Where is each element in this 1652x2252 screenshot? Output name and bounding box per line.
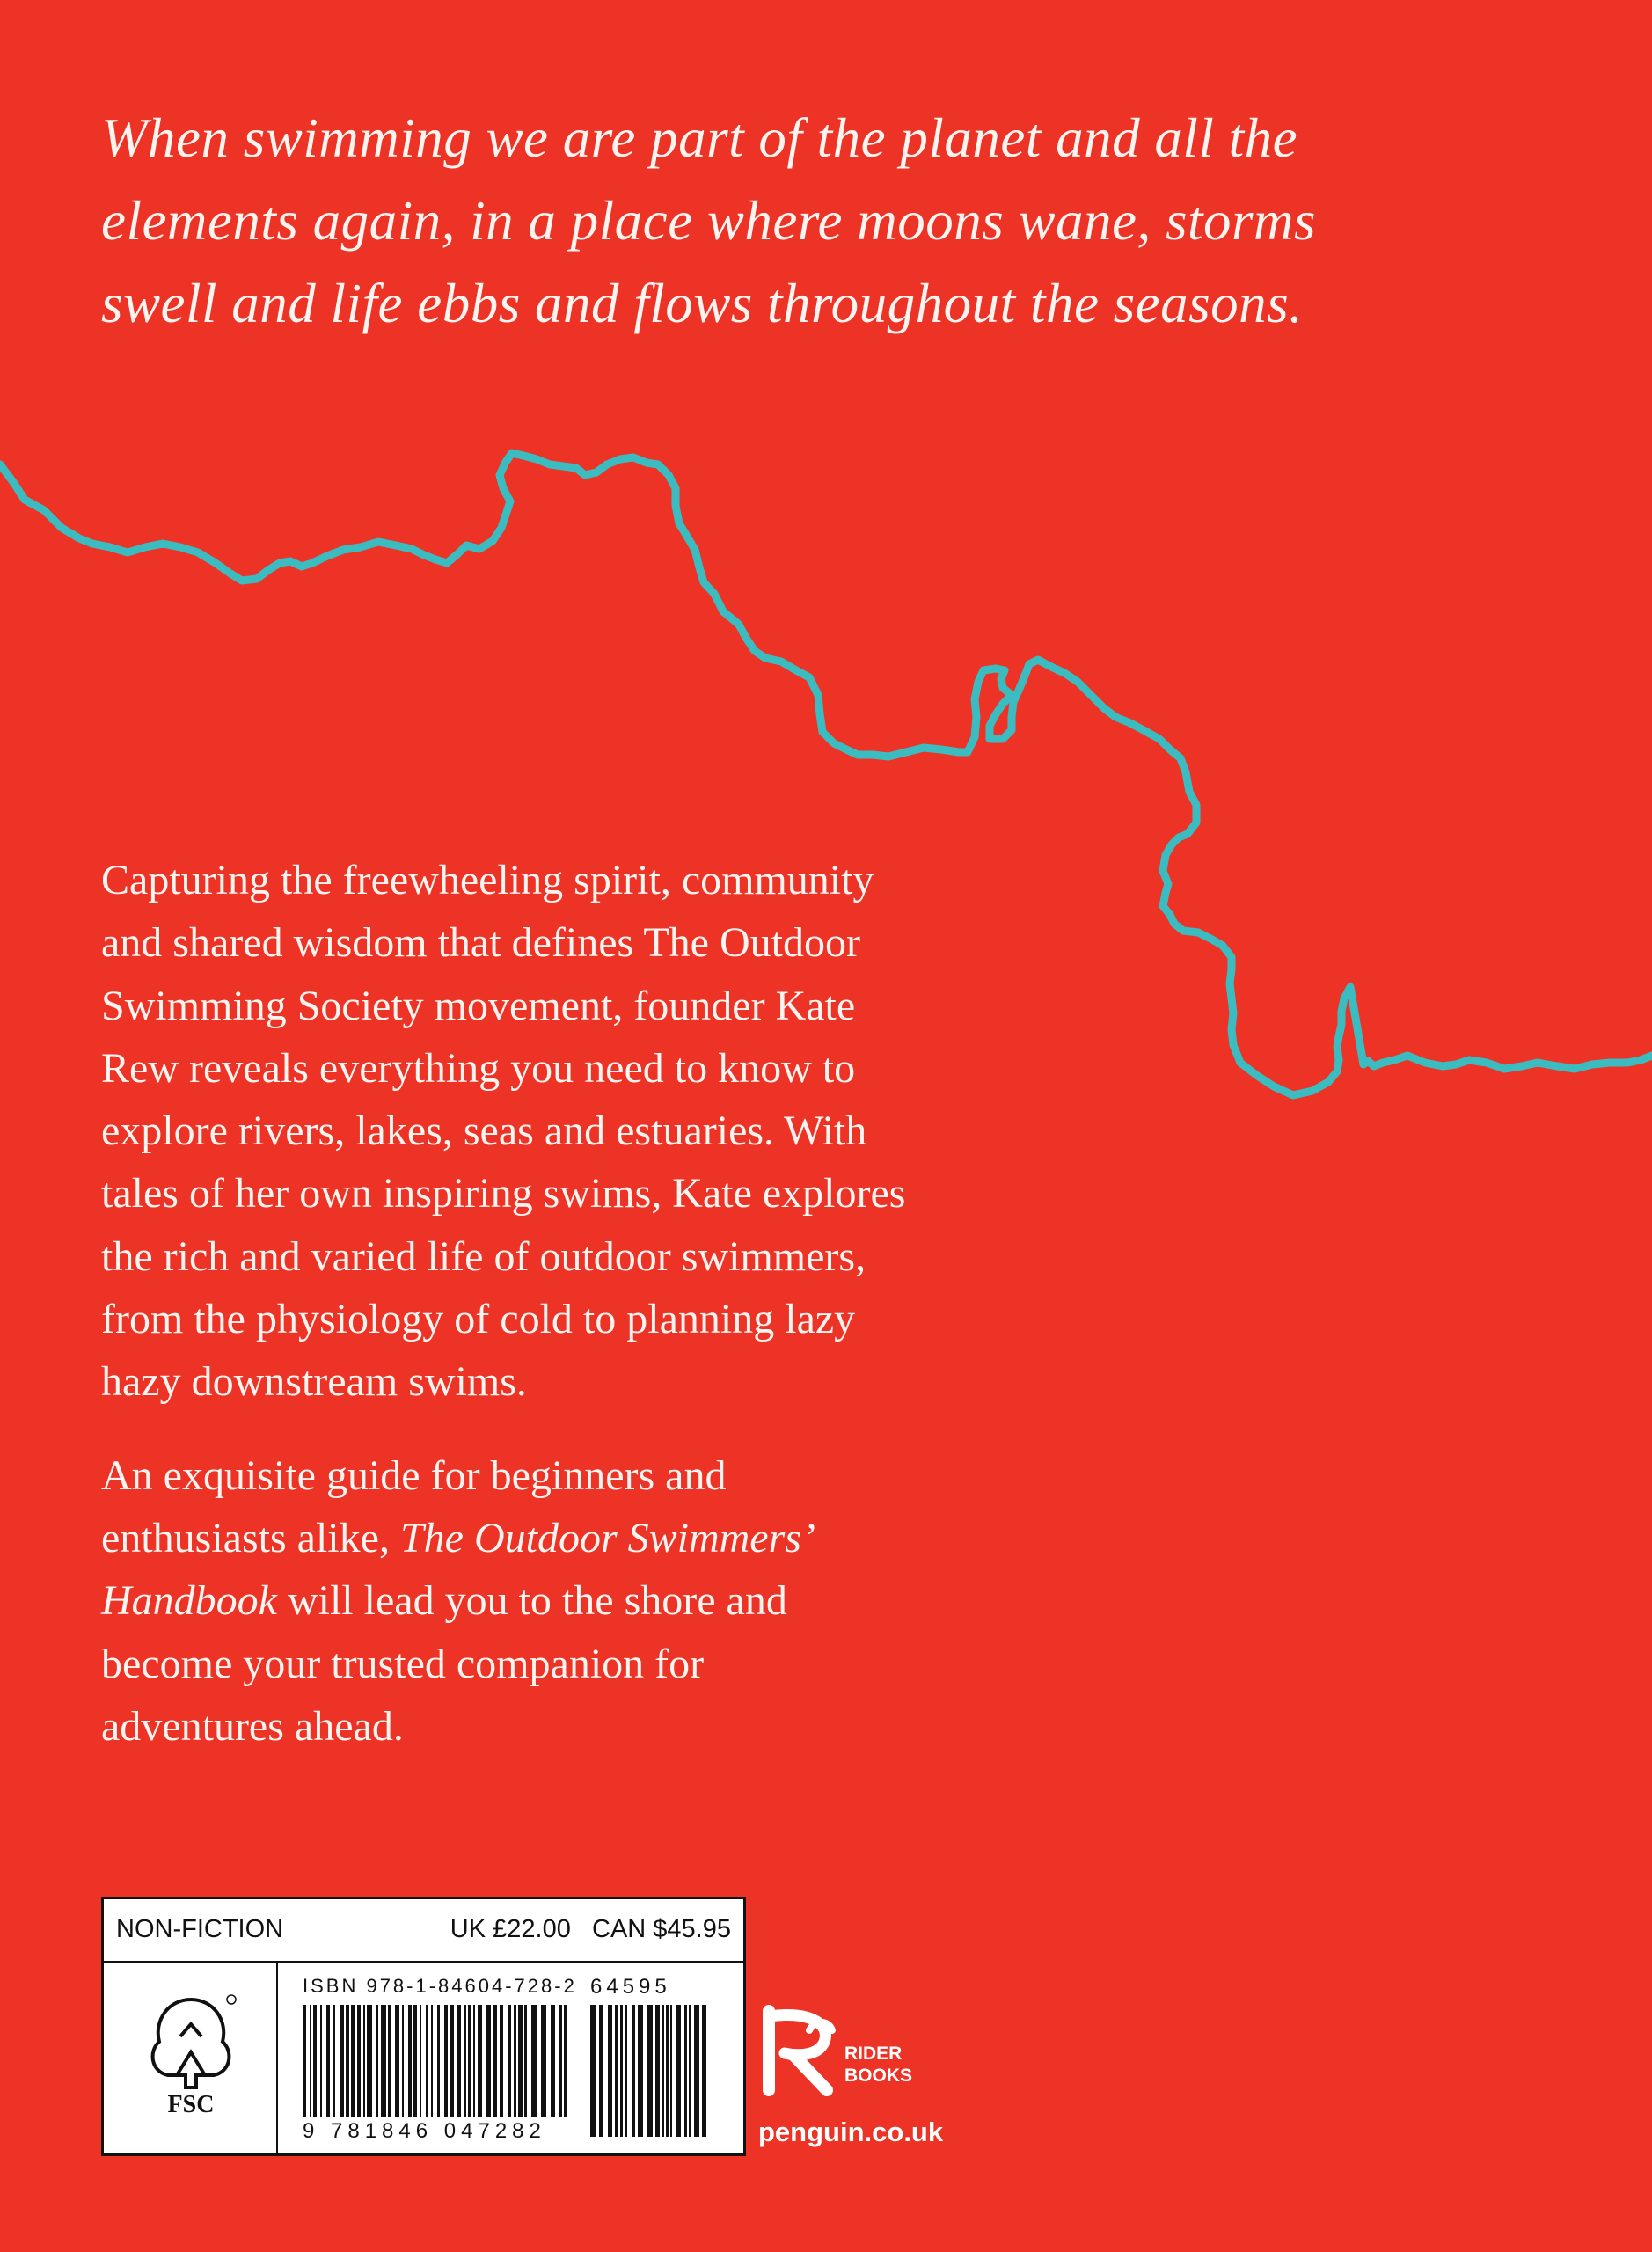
addon-barcode	[590, 2005, 713, 2137]
fsc-logo-icon	[142, 1991, 240, 2116]
barcode-bar	[303, 2005, 306, 2117]
barcode-bar	[590, 2005, 596, 2137]
barcode-bar	[426, 2005, 428, 2117]
publisher-website: penguin.co.uk	[758, 2117, 944, 2147]
addon-digits: 64595	[590, 1975, 671, 1999]
barcode-bar	[346, 2005, 349, 2117]
isbn-number: ISBN 978-1-84604-728-2	[303, 1975, 577, 1997]
blurb-line: Swimming Society movement, founder Kate	[101, 982, 856, 1029]
fsc-cell	[104, 1963, 278, 2153]
barcode-bar	[333, 2005, 335, 2117]
barcode-bar	[551, 2005, 555, 2117]
barcode-bar	[363, 2005, 365, 2117]
barcode-bar	[493, 2005, 497, 2117]
barcode-bar	[608, 2005, 612, 2137]
barcode-bar	[694, 2005, 699, 2137]
book-title-italic: Handbook	[101, 1577, 277, 1625]
barcode-bar	[326, 2005, 330, 2117]
barcode-bar	[599, 2005, 603, 2137]
price-row	[104, 1899, 743, 1963]
barcode-bar	[473, 2005, 475, 2117]
blurb-line: and shared wisdom that defines The Outdoor	[101, 919, 860, 967]
price-barcode-box	[101, 1897, 746, 2156]
barcode-bar	[524, 2005, 527, 2117]
barcode-bar	[444, 2005, 448, 2117]
blurb-line: Rew reveals everything you need to know to	[101, 1044, 856, 1092]
barcode-bar	[420, 2005, 421, 2117]
quote-line: swell and life ebbs and flows throughout the seasons.	[101, 273, 1304, 334]
barcode-bar	[666, 2005, 669, 2137]
barcode-bar	[367, 2005, 372, 2117]
barcode-bar	[500, 2005, 503, 2117]
barcode-bar	[320, 2005, 322, 2117]
barcode-bar	[413, 2005, 417, 2117]
book-title-italic: The Outdoor Swimmers’	[399, 1514, 815, 1561]
blurb-line	[101, 1507, 1104, 1569]
barcode-bar	[486, 2005, 491, 2117]
blurb-line: the rich and varied life of outdoor swimmers,	[101, 1232, 866, 1280]
barcode-bar	[408, 2005, 412, 2117]
barcode-bar	[340, 2005, 344, 2117]
blurb	[101, 849, 1104, 1758]
blurb-line: An exquisite guide for beginners and	[101, 1451, 727, 1499]
barcode-bar	[702, 2005, 706, 2137]
barcode-bar	[620, 2005, 623, 2137]
barcode-bar	[559, 2005, 562, 2117]
barcode-bar	[431, 2005, 433, 2117]
barcode-bar	[625, 2005, 627, 2137]
barcode-bar	[468, 2005, 471, 2117]
blurb-line: explore rivers, lakes, seas and estuaries. With	[101, 1108, 867, 1155]
blurb-paragraph	[101, 1444, 1104, 1758]
blurb-line: adventures ahead.	[101, 1702, 404, 1750]
wordmark-line: RIDER	[844, 2044, 903, 2064]
barcode-bar	[310, 2005, 311, 2117]
barcode-bar	[670, 2005, 672, 2137]
category-label: NON-FICTION	[116, 1915, 284, 1943]
barcode-bar	[531, 2005, 537, 2117]
blurb-text: enthusiasts alike,	[101, 1514, 400, 1561]
blurb-line: from the physiology of cold to planning lazy	[101, 1296, 856, 1343]
barcode-bar	[655, 2005, 660, 2137]
barcode-bar	[632, 2005, 635, 2137]
barcode-bar	[464, 2005, 466, 2117]
barcode-bar	[508, 2005, 511, 2117]
barcode-bar	[647, 2005, 653, 2137]
barcode-bar	[313, 2005, 317, 2117]
ean-barcode	[303, 2005, 571, 2117]
barcode-bar	[381, 2005, 386, 2117]
barcode-bar	[514, 2005, 516, 2117]
quote-line: When swimming we are part of the planet and all the	[101, 107, 1298, 169]
barcode-bar	[638, 2005, 643, 2137]
barcode-bar	[676, 2005, 681, 2137]
blurb-line	[101, 1569, 1104, 1632]
barcode-bar	[357, 2005, 361, 2117]
blurb-line: Capturing the freewheeling spirit, community	[101, 857, 874, 903]
blurb-line: hazy downstream swims.	[101, 1358, 527, 1406]
barcode-bar	[351, 2005, 355, 2117]
ean-digits: 9 781846 047282	[303, 2119, 546, 2143]
wordmark-line: BOOKS	[844, 2066, 913, 2086]
fsc-text: FSC	[167, 2091, 215, 2116]
barcode-bar	[437, 2005, 440, 2117]
barcode-bar	[402, 2005, 404, 2117]
rider-books-logo-icon	[758, 2004, 842, 2096]
barcode-bar	[564, 2005, 567, 2117]
barcode-bar	[615, 2005, 618, 2137]
barcode-bar	[689, 2005, 691, 2137]
barcode-bar	[478, 2005, 482, 2117]
blurb-line: tales of her own inspiring swims, Kate explores	[101, 1170, 906, 1217]
barcode-bar	[541, 2005, 546, 2117]
rider-books-wordmark	[844, 2043, 912, 2087]
blurb-line: become your trusted companion for	[101, 1640, 705, 1687]
barcode-bar	[684, 2005, 687, 2137]
price-label: UK £22.00 CAN $45.95	[450, 1915, 731, 1943]
barcode-bar	[376, 2005, 378, 2117]
barcode-bar	[662, 2005, 664, 2137]
barcode-bar	[395, 2005, 399, 2117]
barcode-bar	[450, 2005, 454, 2117]
barcode-bar	[518, 2005, 523, 2117]
blurb-paragraph	[101, 849, 1104, 1414]
barcode-bar	[457, 2005, 461, 2117]
barcode-bar	[388, 2005, 391, 2117]
blurb-text: will lead you to the shore and	[276, 1577, 787, 1625]
quote-line: elements again, in a place where moons wane, storms	[101, 190, 1317, 252]
